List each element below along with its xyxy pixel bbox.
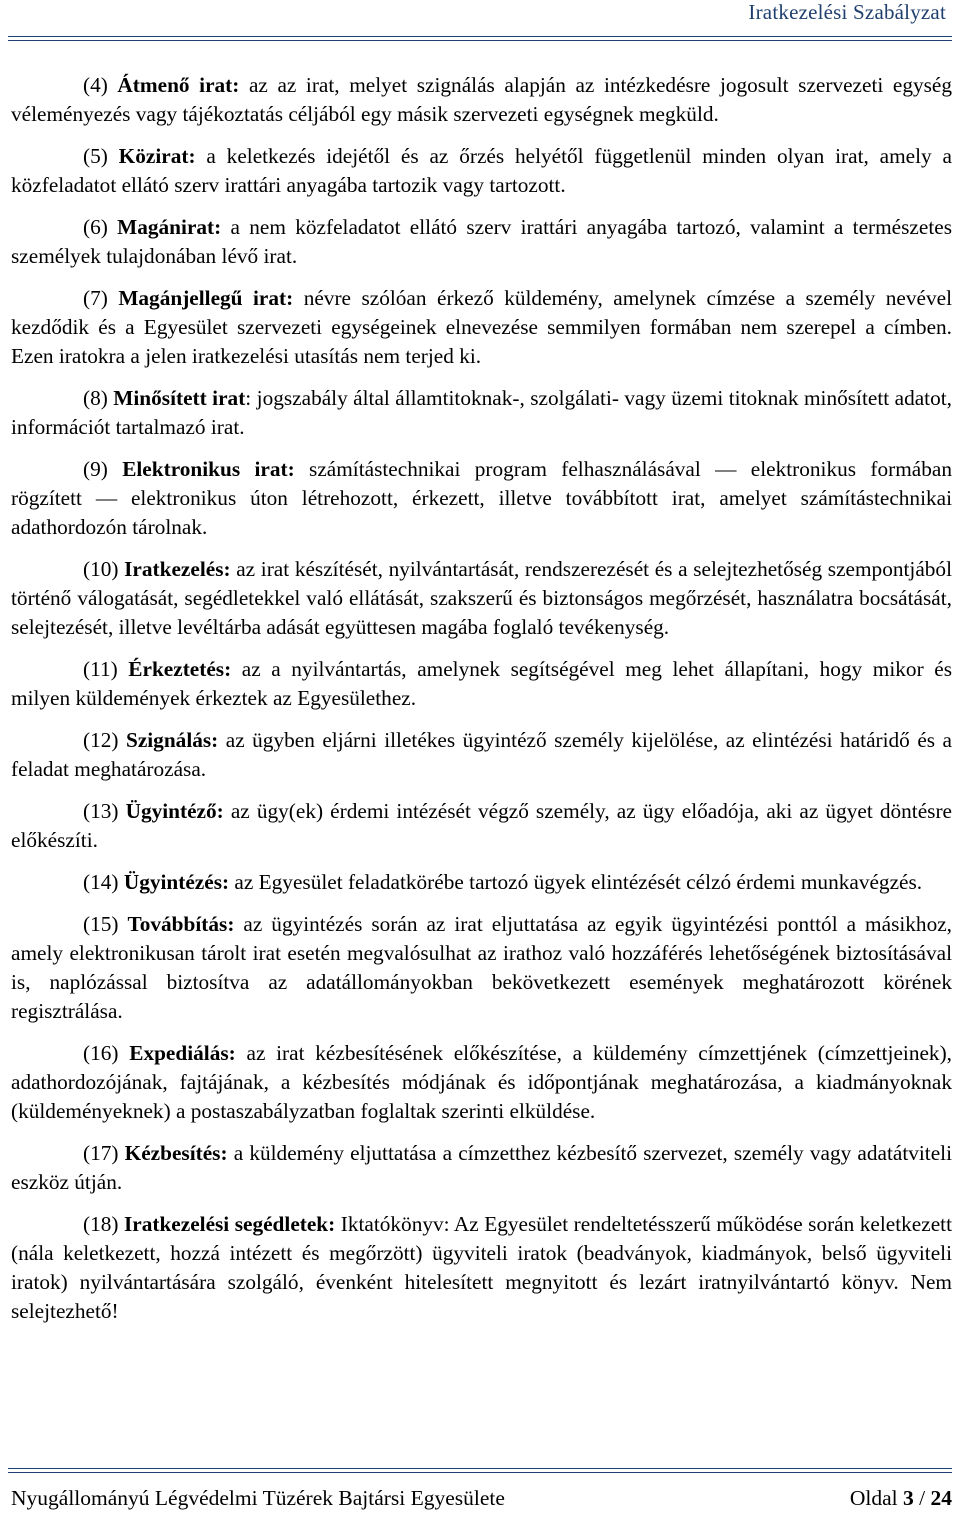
definition-paragraph <box>11 384 952 442</box>
definition-text: az az irat, melyet szignálás alapján az intézkedésre jogosult szervezeti egység véleményezés vagy tájékoztatás céljából egy másik szervezeti egységnek megküld. <box>11 73 952 126</box>
defined-term: Ügyintézés: <box>123 870 230 894</box>
definition-paragraph <box>11 797 952 855</box>
paragraph-number: (7) <box>83 286 119 310</box>
defined-term: Szignálás: <box>125 728 219 752</box>
definition-text: az irat készítését, nyilvántartását, rendszerezését és a selejtezhetőség szempontjából történő válogatását, segédletekkel való ellátását, szakszerű és biztonságos megőrzését, használatra bocsátását, selejtezését, illetve levéltárba adását együttesen magába foglaló tevékenység. <box>11 557 952 639</box>
header-divider <box>8 36 952 41</box>
definition-paragraph <box>11 284 952 371</box>
definition-paragraph <box>11 142 952 200</box>
paragraph-number: (11) <box>83 657 129 681</box>
page-prefix: Oldal <box>849 1486 904 1510</box>
definition-text: : jogszabály által államtitoknak-, szolgálati- vagy üzemi titoknak minősített adatot, információt tartalmazó irat. <box>11 386 952 439</box>
paragraph-number: (17) <box>83 1141 125 1165</box>
definition-text: az Egyesület feladatkörébe tartozó ügyek elintézését célzó érdemi munkavégzés. <box>229 870 923 894</box>
page-header <box>0 0 960 42</box>
definition-paragraph <box>11 910 952 1026</box>
defined-term: Kézbesítés: <box>124 1141 228 1165</box>
total-pages: 24 <box>930 1486 952 1510</box>
paragraph-number: (14) <box>83 870 124 894</box>
paragraph-number: (13) <box>83 799 126 823</box>
paragraph-number: (6) <box>83 215 118 239</box>
document-title: Iratkezelési Szabályzat <box>748 0 946 24</box>
paragraph-number: (9) <box>83 457 123 481</box>
definition-text: az ügyintézés során az irat eljuttatása az egyik ügyintézési ponttól a másikhoz, amely elektronikusan tárolt irat esetén megvalósulhat az irathoz való hozzáférés lehetőségének biztosításával is, naplózással biztosítva az adatállományokban bekövetkezett események meghatározott körének regisztrálása. <box>11 912 952 1023</box>
defined-term: Expediálás: <box>129 1041 236 1065</box>
footer-divider <box>8 1468 952 1473</box>
definition-paragraph <box>11 455 952 542</box>
definition-paragraph <box>11 555 952 642</box>
definition-text: az a nyilvántartás, amelynek segítségével meg lehet állapítani, hogy mikor és milyen küldemények érkeztek az Egyesülethez. <box>11 657 952 710</box>
document-body <box>11 71 952 1339</box>
current-page: 3 <box>903 1486 914 1510</box>
paragraph-number: (12) <box>83 728 126 752</box>
definition-text: a keletkezés idejétől és az őrzés helyétől függetlenül minden olyan irat, amely a közfeladatot ellátó szerv irattári anyagába tartozik vagy tartozott. <box>11 144 952 197</box>
page-footer <box>0 1468 960 1514</box>
defined-term: Magánirat: <box>117 215 222 239</box>
definition-text: Iktatókönyv: Az Egyesület rendeltetésszerű működése során keletkezett (nála keletkezett, hozzá intézett és megőrzött) ügyviteli iratok (beadványok, kiadmányok, belső ügyviteli iratok) nyilvántartására szolgáló, évenként hitelesített megnyitott és lezárt iratnyilvántartó könyv. Nem selejtezhető! <box>11 1212 952 1323</box>
definition-paragraph <box>11 213 952 271</box>
definition-text: az ügyben eljárni illetékes ügyintéző személy kijelölése, az elintézési határidő és a feladat meghatározása. <box>11 728 952 781</box>
definition-paragraph <box>11 71 952 129</box>
defined-term: Átmenő irat: <box>117 73 240 97</box>
paragraph-number: (8) <box>83 386 114 410</box>
defined-term: Ügyintéző: <box>125 799 224 823</box>
definition-text: az irat kézbesítésének előkészítése, a küldemény címzettjének (címzettjeinek), adathordozójának, fajtájának, a kézbesítés módjának és időpontjának meghatározása, a kiadmányoknak (küldeményeknek) a postaszabályzatban foglaltak szerinti elküldése. <box>11 1041 952 1123</box>
defined-term: Iratkezelési segédletek: <box>123 1212 336 1236</box>
organization-name: Nyugállományú Légvédelmi Tüzérek Bajtársi Egyesülete <box>11 1486 505 1510</box>
defined-term: Iratkezelés: <box>124 557 231 581</box>
definition-paragraph <box>11 726 952 784</box>
defined-term: Közirat: <box>118 144 196 168</box>
defined-term: Érkeztetés: <box>128 657 232 681</box>
paragraph-number: (16) <box>83 1041 130 1065</box>
definition-text: számítástechnikai program felhasználásával ― elektronikus formában rögzített ― elektronikus úton létrehozott, érkezett, illetve továbbított irat, amelyet számítástechnikai adathordozón tárolnak. <box>11 457 952 539</box>
defined-term: Magánjellegű irat: <box>118 286 294 310</box>
paragraph-number: (4) <box>83 73 118 97</box>
definition-paragraph <box>11 655 952 713</box>
paragraph-number: (5) <box>83 144 119 168</box>
definition-paragraph <box>11 1139 952 1197</box>
paragraph-number: (10) <box>83 557 125 581</box>
defined-term: Elektronikus irat: <box>122 457 295 481</box>
definition-paragraph <box>11 868 952 897</box>
definition-paragraph <box>11 1210 952 1326</box>
page-separator: / <box>913 1486 931 1510</box>
definition-text: névre szólóan érkező küldemény, amelynek címzése a személy nevével kezdődik és a Egyesület szervezeti egységeinek elnevezése semmilyen formában nem szerepel a címben. Ezen iratokra a jelen iratkezelési utasítás nem terjed ki. <box>11 286 952 368</box>
paragraph-number: (18) <box>83 1212 124 1236</box>
definition-text: a nem közfeladatot ellátó szerv irattári anyagába tartozó, valamint a természetes személyek tulajdonában lévő irat. <box>11 215 952 268</box>
definition-text: a küldemény eljuttatása a címzetthez kézbesítő szervezet, személy vagy adatátviteli eszköz útján. <box>11 1141 953 1194</box>
paragraph-number: (15) <box>83 912 128 936</box>
page-number <box>850 1486 952 1511</box>
defined-term: Továbbítás: <box>127 912 235 936</box>
defined-term: Minősített irat <box>113 386 246 410</box>
definition-text: az ügy(ek) érdemi intézését végző személy, az ügy előadója, aki az ügyet döntésre előkészíti. <box>11 799 952 852</box>
definition-paragraph <box>11 1039 952 1126</box>
